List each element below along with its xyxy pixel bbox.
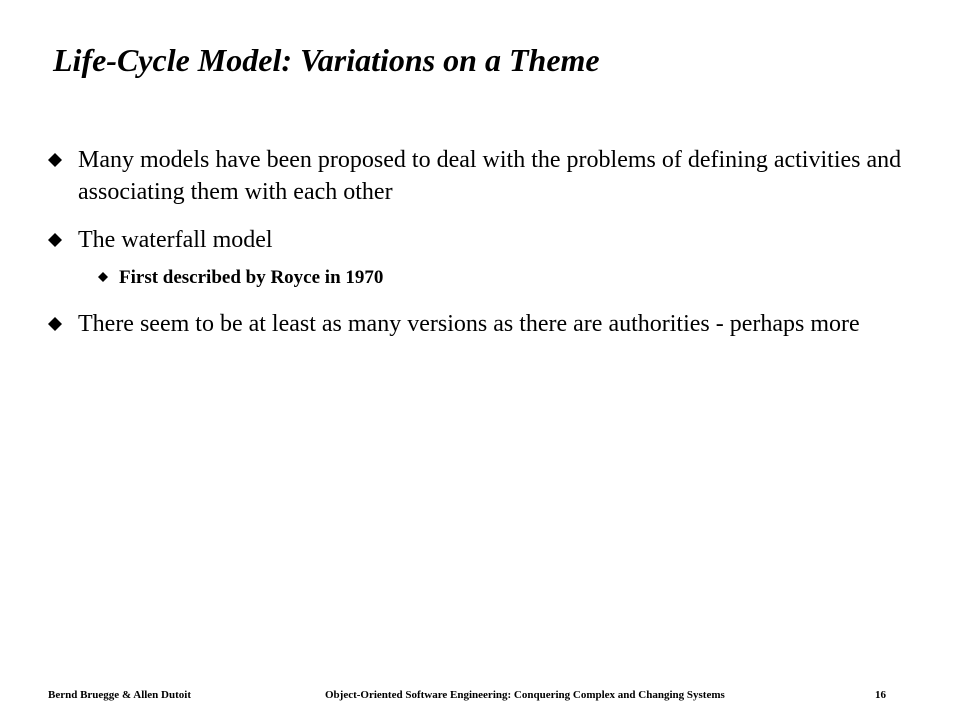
- bullet-item: [48, 144, 908, 208]
- slide-title: Life-Cycle Model: Variations on a Theme: [53, 42, 600, 78]
- footer-authors: Bernd Bruegge & Allen Dutoit: [48, 689, 191, 701]
- bullet-item: [48, 308, 908, 340]
- bullet-list: [48, 144, 908, 340]
- footer-book-title: Object-Oriented Software Engineering: Conquering Complex and Changing Systems: [325, 689, 725, 701]
- diamond-bullet-icon: [48, 317, 62, 331]
- small-diamond-bullet-icon: [98, 272, 108, 282]
- diamond-bullet-icon: [48, 153, 62, 167]
- bullet-text: The waterfall model: [78, 227, 273, 253]
- sub-bullet-item: [98, 266, 908, 290]
- footer-page-number: 16: [875, 689, 886, 701]
- bullet-text: There seem to be at least as many versions as there are authorities - perhaps more: [78, 311, 860, 337]
- bullet-item: [48, 224, 908, 256]
- sub-bullet-text: First described by Royce in 1970: [119, 267, 384, 288]
- bullet-text: Many models have been proposed to deal with the problems of defining activities and associating them with each other: [78, 147, 902, 205]
- diamond-bullet-icon: [48, 233, 62, 247]
